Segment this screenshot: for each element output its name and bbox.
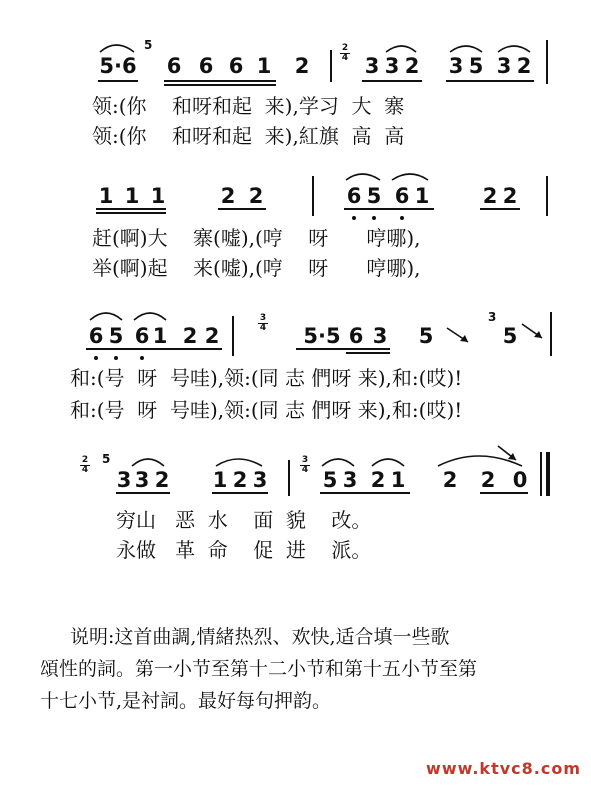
underline: [344, 208, 434, 210]
slur: [372, 459, 404, 466]
slur: [450, 46, 482, 52]
note: 5: [418, 324, 434, 348]
slur: [132, 459, 164, 466]
underline: [320, 492, 410, 494]
slur: [386, 46, 416, 52]
note: 6: [198, 54, 214, 78]
low-octave-dot: [400, 216, 404, 220]
time-signature: 2 4: [81, 455, 89, 475]
note: 2: [502, 184, 518, 208]
barline: [546, 40, 548, 84]
note: 2: [294, 54, 310, 78]
note: 2: [154, 468, 170, 492]
underline: [480, 492, 528, 494]
underline: [96, 212, 166, 214]
note: 3: [372, 324, 388, 348]
explanation-line: 頌性的詞。第一小节至第十二小节和第十五小节至第: [40, 658, 478, 680]
underline: [212, 492, 268, 494]
barline: [288, 460, 290, 496]
note: 3: [252, 468, 268, 492]
underline: [346, 352, 390, 354]
low-octave-dot: [114, 356, 118, 360]
note: 3: [342, 468, 358, 492]
slur: [346, 174, 380, 180]
slur: [90, 313, 122, 320]
low-octave-dot: [372, 216, 376, 220]
note: 1: [124, 184, 140, 208]
low-octave-dot: [140, 356, 144, 360]
note: 1: [390, 468, 406, 492]
underline: [164, 80, 276, 82]
note: 1: [212, 468, 228, 492]
lyric-line: 领:(你 和呀和起 来),紅旗 高 高: [92, 124, 405, 148]
underline: [116, 492, 170, 494]
grace-note: 5: [102, 452, 111, 466]
note: 5·6: [99, 54, 137, 78]
underline: [164, 84, 276, 86]
note: 6: [228, 54, 244, 78]
barline: [232, 316, 234, 356]
note: 6: [88, 324, 104, 348]
note: 2: [442, 468, 458, 492]
note: 2: [232, 468, 248, 492]
note: 6: [134, 324, 150, 348]
note: 1: [414, 184, 430, 208]
note: 2: [182, 324, 198, 348]
explanation-line: 十七小节,是衬詞。最好每句押韵。: [40, 690, 332, 712]
slur: [216, 459, 262, 466]
note: 3: [496, 54, 512, 78]
note: 1: [150, 184, 166, 208]
underline: [362, 80, 422, 82]
underline: [480, 208, 520, 210]
lyric-line: 赶(啊)大 寨(嘘),(哼 呀 哼哪),: [92, 226, 421, 250]
lyric-line: 举(啊)起 来(嘘),(哼 呀 哼哪),: [92, 256, 421, 280]
time-signature: 2 4: [341, 43, 349, 63]
note: 3: [116, 468, 132, 492]
grace-note: 5: [144, 38, 153, 52]
slur: [100, 45, 134, 52]
note: 1: [152, 324, 168, 348]
underline: [218, 208, 266, 210]
barline: [550, 312, 552, 356]
note: 6: [348, 324, 364, 348]
grace-note: 3: [488, 310, 497, 324]
lyric-line: 和:(号 呀 号哇),领:(同 志 們呀 来),和:(哎)!: [70, 398, 463, 422]
note: 2: [482, 184, 498, 208]
barline: [312, 176, 314, 216]
lyric-line: 和:(号 呀 号哇),领:(同 志 們呀 来),和:(哎)!: [70, 366, 463, 390]
note: 2: [220, 184, 236, 208]
note: 6: [166, 54, 182, 78]
note: 5: [468, 54, 484, 78]
note: 3: [448, 54, 464, 78]
final-barline: [546, 452, 550, 496]
time-signature: 3 4: [301, 455, 309, 475]
note: 5: [108, 324, 124, 348]
note: 5: [502, 324, 518, 348]
note: 2: [480, 468, 496, 492]
note: 6: [394, 184, 410, 208]
note: 5·5: [303, 324, 341, 348]
lyric-line: 永做 革 命 促 进 派。: [116, 538, 372, 562]
underline: [446, 80, 534, 82]
note: 3: [364, 54, 380, 78]
barline: [330, 50, 332, 82]
slur: [322, 459, 354, 466]
note: 2: [248, 184, 264, 208]
note: 3: [134, 468, 150, 492]
note: 1: [98, 184, 114, 208]
underline: [296, 348, 390, 350]
note: 2: [204, 324, 220, 348]
time-signature: 3 4: [259, 313, 267, 333]
watermark: www.ktvc8.com: [426, 759, 581, 778]
note: 5: [322, 468, 338, 492]
note: 2: [516, 54, 532, 78]
barline: [546, 176, 548, 216]
note: 5: [366, 184, 382, 208]
lyric-line: 领:(你 和呀和起 来),学习 大 寨: [92, 94, 405, 118]
underline: [98, 80, 138, 82]
note: 1: [256, 54, 272, 78]
underline: [96, 208, 166, 210]
low-octave-dot: [352, 216, 356, 220]
slur: [134, 313, 166, 320]
note: 2: [370, 468, 386, 492]
slur: [392, 174, 428, 180]
explanation-line: 说明:这首曲調,情緒热烈、欢快,适合填一些歌: [70, 626, 450, 648]
barline: [540, 452, 542, 496]
slur: [498, 46, 530, 52]
note: 3: [384, 54, 400, 78]
low-octave-dot: [94, 356, 98, 360]
underline: [86, 348, 222, 350]
note: 6: [346, 184, 362, 208]
note: 2: [404, 54, 420, 78]
note: 0: [512, 468, 528, 492]
lyric-line: 穷山 恶 水 面 貌 改。: [116, 508, 372, 532]
